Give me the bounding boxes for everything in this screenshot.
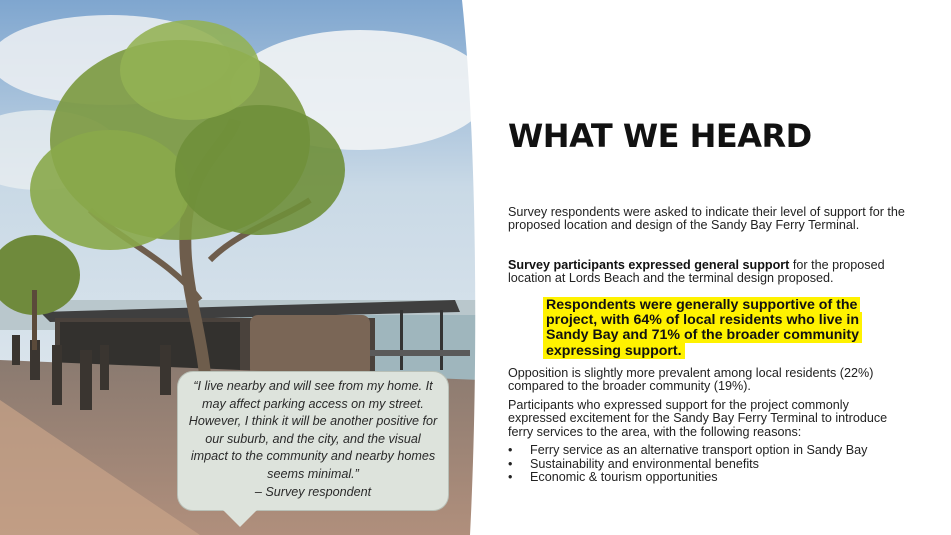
- list-item-text: Ferry service as an alternative transport option in Sandy Bay: [530, 443, 868, 457]
- bullet-icon: •: [508, 470, 513, 485]
- list-item-text: Economic & tourism opportunities: [530, 470, 718, 485]
- intro-paragraph: Survey respondents were asked to indicate their level of support for the proposed location and design of the Sandy Bay Ferry Terminal.: [508, 205, 905, 233]
- support-paragraph: [508, 259, 908, 286]
- support-rest-text: for the proposed location at Lords Beach and the terminal design proposed.: [508, 258, 885, 286]
- bullet-icon: •: [508, 443, 513, 457]
- list-item: [508, 471, 908, 485]
- quote-text: “I live nearby and will see from my home. It may affect parking access on my street. However, I think it will be another positive for our suburb, and the city, and the visual impact to the community and nearby homes seems minimal.”: [188, 379, 438, 481]
- list-item: [508, 458, 908, 472]
- list-item: [508, 444, 908, 458]
- bullet-icon: •: [508, 456, 513, 471]
- reasons-list: [508, 444, 908, 485]
- quote-bubble: [177, 371, 449, 511]
- list-item-text: Sustainability and environmental benefits: [530, 456, 759, 471]
- opposition-paragraph: Opposition is slightly more prevalent among local residents (22%) compared to the broader community (19%).: [508, 366, 874, 394]
- highlighted-finding: [543, 298, 883, 359]
- reasons-paragraph: Participants who expressed support for the project commonly expressed excitement for the Sandy Bay Ferry Terminal to introduce ferry services to the area, with the following reasons:: [508, 398, 888, 439]
- quote-attribution: – Survey respondent: [254, 484, 372, 499]
- page-title: WHAT WE HEARD: [508, 117, 812, 155]
- highlighted-finding-text: Respondents were generally supportive of the project, with 64% of local residents who live in Sandy Bay and 71% of the broader community expressing support.: [543, 297, 862, 359]
- support-bold-text: Survey participants expressed general support: [508, 258, 790, 272]
- quote-bubble-tail: [222, 509, 258, 527]
